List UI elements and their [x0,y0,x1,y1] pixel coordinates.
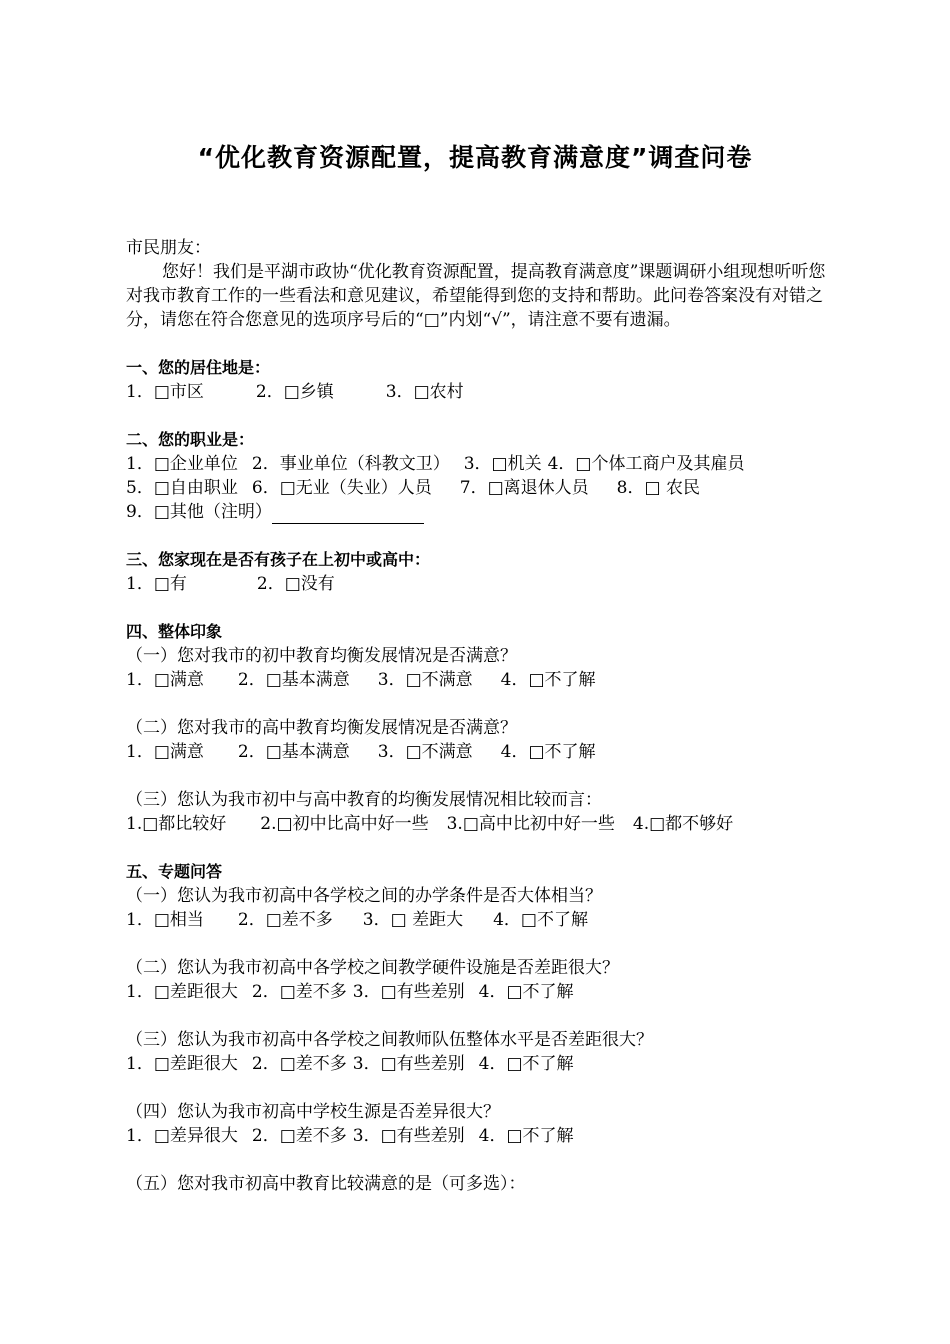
s5-question-4-options [126,1124,826,1148]
s5q1-option-3[interactable]: 3．□ 差距大 [362,910,464,930]
section-1-options [126,380,826,404]
s5q2-option-3[interactable]: 3．□有些差别 [352,982,465,1002]
s4-question-1-options [126,668,826,692]
section-2-row-2 [126,476,826,500]
other-job-blank[interactable] [272,505,424,524]
option-job-self-employed[interactable]: 4．□个体工商户及其雇员 [547,454,745,474]
s5q3-option-4[interactable]: 4．□不了解 [478,1054,574,1074]
option-job-unemployed[interactable]: 6．□无业（失业）人员 [251,478,432,498]
s5-question-5: （五）您对我市初高中教育比较满意的是（可多选）： [126,1174,526,1194]
section-3-heading: 三、您家现在是否有孩子在上初中或高中： [126,550,431,569]
s5q4-option-2[interactable]: 2．□差不多 [251,1126,347,1146]
s5q2-option-1[interactable]: 1．□差距很大 [126,982,238,1002]
page-title: “优化教育资源配置，提高教育满意度”调查问卷 [197,143,753,172]
intro-paragraph: 您好！我们是平湖市政协“优化教育资源配置，提高教育满意度”课题调研小组现想听听您对我市教育工作的一些看法和意见建议，希望能得到您的支持和帮助。此问卷答案没有对错之分，请您在符合您意见的选项序号后的“□”内划“√”，请注意不要有遗漏。 [126,262,826,330]
questionnaire-body [126,236,826,1196]
s4q1-option-4[interactable]: 4．□不了解 [500,670,596,690]
s4-question-2: （二）您对我市的高中教育均衡发展情况是否满意？ [126,718,517,738]
s4q1-option-1[interactable]: 1．□满意 [126,670,204,690]
s5-question-2: （二）您认为我市初高中各学校之间教学硬件设施是否差距很大？ [126,958,619,978]
s4q1-option-2[interactable]: 2．□基本满意 [237,670,350,690]
s4q3-option-4[interactable]: 4.□都不够好 [632,814,734,834]
s5q3-option-1[interactable]: 1．□差距很大 [126,1054,238,1074]
option-child-yes[interactable]: 1．□有 [126,574,187,594]
section-2-heading: 二、您的职业是： [126,430,255,449]
s5q3-option-2[interactable]: 2．□差不多 [251,1054,347,1074]
section-1-heading: 一、您的居住地是： [126,358,271,377]
s4-question-3: （三）您认为我市初中与高中教育的均衡发展情况相比较而言： [126,790,602,810]
s4q2-option-3[interactable]: 3．□不满意 [377,742,473,762]
section-2-row-1 [126,452,826,476]
section-4-heading: 四、整体印象 [126,622,223,641]
s5-question-3: （三）您认为我市初高中各学校之间教师队伍整体水平是否差距很大？ [126,1030,653,1050]
greeting: 市民朋友： [126,238,211,258]
option-residence-city[interactable]: 1．□市区 [126,382,204,402]
s5q1-option-1[interactable]: 1．□相当 [126,910,204,930]
s5-question-2-options [126,980,826,1004]
s4-question-2-options [126,740,826,764]
option-job-farmer[interactable]: 8．□ 农民 [616,478,700,498]
option-job-government[interactable]: 3．□机关 [463,454,542,474]
s4q2-option-1[interactable]: 1．□满意 [126,742,204,762]
option-child-no[interactable]: 2．□没有 [256,574,335,594]
option-job-public-institution[interactable]: 2．事业单位（科教文卫） [251,454,450,474]
s5q1-option-2[interactable]: 2．□差不多 [237,910,333,930]
s5-question-4: （四）您认为我市初高中学校生源是否差异很大？ [126,1102,500,1122]
option-job-freelance[interactable]: 5．□自由职业 [126,478,238,498]
s4q1-option-3[interactable]: 3．□不满意 [377,670,473,690]
s4-question-3-options [126,812,826,836]
s4q3-option-2[interactable]: 2.□初中比高中好一些 [260,814,429,834]
s5-question-1-options [126,908,826,932]
option-job-other[interactable]: 9．□其他（注明） [126,502,272,522]
s4q2-option-4[interactable]: 4．□不了解 [500,742,596,762]
s4q3-option-3[interactable]: 3.□高中比初中好一些 [446,814,615,834]
option-residence-village[interactable]: 3．□农村 [385,382,464,402]
option-job-enterprise[interactable]: 1．□企业单位 [126,454,238,474]
option-residence-town[interactable]: 2．□乡镇 [255,382,334,402]
s4q2-option-2[interactable]: 2．□基本满意 [237,742,350,762]
s5q1-option-4[interactable]: 4．□不了解 [493,910,588,930]
option-job-retired[interactable]: 7．□离退休人员 [459,478,589,498]
s5q2-option-4[interactable]: 4．□不了解 [478,982,574,1002]
s5-question-1: （一）您认为我市初高中各学校之间的办学条件是否大体相当？ [126,886,602,906]
section-2-row-3 [126,500,826,524]
s5q4-option-4[interactable]: 4．□不了解 [478,1126,574,1146]
s4q3-option-1[interactable]: 1.□都比较好 [126,814,227,834]
s5q4-option-1[interactable]: 1．□差异很大 [126,1126,238,1146]
section-5-heading: 五、专题问答 [126,862,223,881]
s5q2-option-2[interactable]: 2．□差不多 [251,982,347,1002]
s5-question-3-options [126,1052,826,1076]
section-3-options [126,572,826,596]
s5q4-option-3[interactable]: 3．□有些差别 [352,1126,465,1146]
s5q3-option-3[interactable]: 3．□有些差别 [352,1054,465,1074]
s4-question-1: （一）您对我市的初中教育均衡发展情况是否满意？ [126,646,517,666]
